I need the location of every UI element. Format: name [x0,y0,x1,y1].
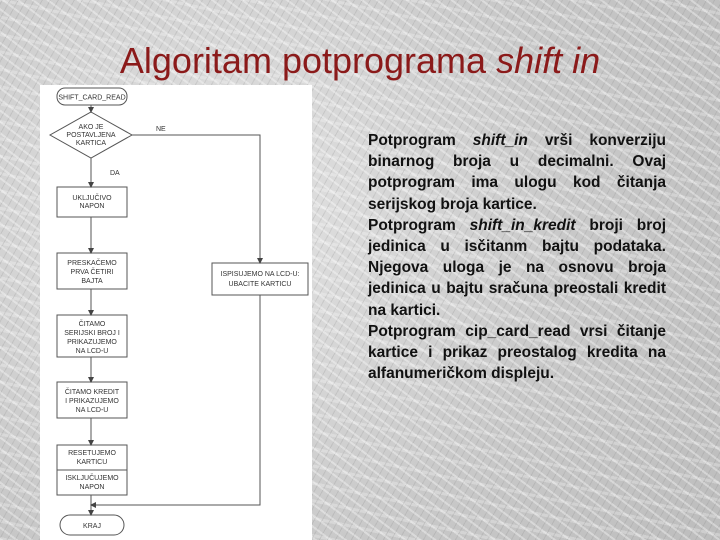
start-label: SHIFT_CARD_READ [58,94,126,102]
credit-line-2: I PRIKAZUJEMO [65,398,119,405]
reset-line-2: KARTICU [76,459,108,466]
description-paragraph-1 [368,130,666,215]
end-label: KRAJ [83,523,101,530]
turn-off-line-1: ISKLJUČUJEMO [65,475,119,482]
branch-yes-label: DA [110,170,120,177]
slide-title-italic: shift in [496,40,601,81]
turn-on-line-1: UKLJUČIVO [72,195,112,202]
turn-off-line-2: NAPON [79,484,105,491]
serial-line-2: SERIJSKI BROJ I [64,330,120,337]
edge-no [132,135,260,263]
slide-title-main: Algoritam potprograma [119,40,497,81]
description-paragraph-2 [368,215,666,321]
box-turn-on [57,187,127,217]
credit-line-1: ČITAMO KREDIT [64,389,120,396]
flowchart [40,85,312,540]
desc-p2-start: Potprogram [368,216,470,234]
decision-line-1: AKO JE [78,124,104,131]
branch-no-label: NE [156,126,166,133]
slide-title [0,40,720,82]
serial-line-3: PRIKAZUJEMO [67,339,117,346]
desc-p1-end: vrši konverziju binarnog broja u decimalni. Ovaj potprogram ima ulogu kod čitanja serijskog broja kartice. [368,132,666,213]
reset-line-1: RESETUJEMO [68,450,116,457]
flowchart-panel [40,85,312,540]
lcd-message-line-2: UBACITE KARTICU [228,281,292,288]
skip-line-3: BAJTA [81,278,103,285]
desc-p2-end: broji broj jedinica u isčitanm bajtu podataka. Njegova uloga je na osnovu broja jedinica u bajtu sračuna preostali kredit na kartici. [368,216,666,319]
description-paragraph-3: Potprogram cip_card_read vrsi čitanje kartice i prikaz preostalog kredita na alfanumeričkom displeju. [368,322,666,383]
skip-line-2: PRVA ČETIRI [70,269,114,276]
decision-line-2: POSTAVLJENA [66,132,116,139]
credit-line-3: NA LCD-U [75,407,109,414]
desc-p1-start: Potprogram [368,132,473,149]
desc-p1-italic: shift_in [472,132,528,149]
lcd-message-line-1: ISPISUJEMO NA LCD-U: [220,271,300,278]
serial-line-4: NA LCD-U [75,348,109,355]
skip-line-1: PRESKAČEMO [67,260,117,267]
decision-line-3: KARTICA [75,140,107,147]
box-lcd-message [212,263,308,295]
desc-p2-italic: shift_in_kredit [469,216,576,234]
description-text [368,130,666,384]
serial-line-1: ČITAMO [78,321,106,328]
box-turn-off [57,470,127,495]
box-reset-card [57,445,127,470]
turn-on-line-2: NAPON [79,203,105,210]
